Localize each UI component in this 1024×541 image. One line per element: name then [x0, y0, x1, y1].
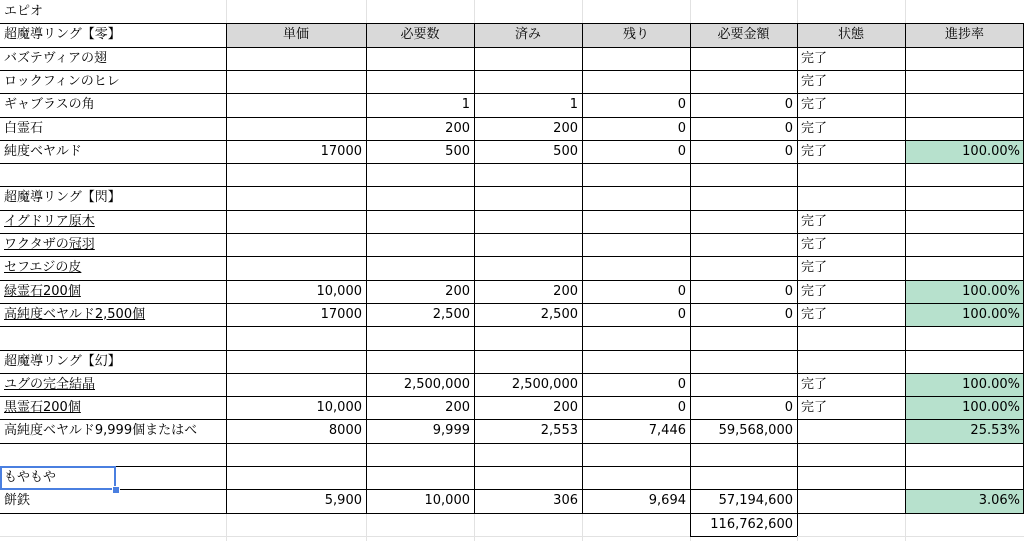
item-name-cell[interactable]: 白霊石 — [4, 120, 44, 136]
value-cell-price[interactable]: 5,900 — [324, 493, 362, 509]
item-name-cell[interactable]: ワクタザの冠羽 — [4, 237, 95, 252]
value-cell-cost[interactable]: 0 — [784, 143, 793, 159]
table-border-horizontal — [0, 489, 1024, 490]
table-border-vertical — [905, 23, 906, 512]
value-cell-need[interactable] — [366, 47, 474, 70]
column-header-cell[interactable]: 単価 — [226, 23, 366, 46]
value-cell-done[interactable]: 200 — [553, 283, 578, 299]
value-cell-progress[interactable] — [905, 93, 1024, 116]
value-cell-cost[interactable]: 0 — [784, 120, 793, 136]
table-border-horizontal — [0, 233, 1024, 234]
item-name-cell[interactable]: イグドリア原木 — [4, 213, 95, 229]
value-cell-status[interactable]: 完了 — [801, 237, 828, 252]
gridline-horizontal — [0, 536, 1024, 537]
value-cell-done[interactable]: 2,500,000 — [511, 376, 578, 392]
table-border-horizontal — [0, 47, 1024, 48]
value-cell-progress[interactable] — [905, 233, 1024, 256]
sheet-title-cell[interactable]: エピオ — [4, 4, 44, 19]
value-cell-need[interactable]: 9,999 — [432, 423, 470, 439]
value-cell-progress[interactable]: 3.06% — [905, 489, 1024, 512]
value-cell-price[interactable]: 17000 — [320, 143, 362, 159]
table-border-horizontal — [0, 186, 1024, 187]
table-border-horizontal — [0, 210, 1024, 211]
value-cell-cost[interactable]: 0 — [784, 283, 793, 299]
column-header-cell[interactable]: 進捗率 — [905, 23, 1024, 46]
value-cell-cost[interactable]: 0 — [784, 400, 793, 416]
table-border-horizontal — [0, 443, 1024, 444]
value-cell-rest[interactable]: 0 — [677, 400, 686, 416]
value-cell-status[interactable]: 完了 — [801, 260, 828, 276]
value-cell-progress[interactable]: 100.00% — [905, 396, 1024, 419]
value-cell-cost[interactable] — [690, 70, 797, 93]
value-cell-need[interactable]: 200 — [445, 400, 470, 416]
value-cell-status[interactable]: 完了 — [801, 400, 828, 416]
value-cell-need[interactable]: 1 — [461, 97, 470, 113]
value-cell-need[interactable]: 500 — [445, 143, 470, 159]
value-cell-progress[interactable] — [905, 70, 1024, 93]
value-cell-progress[interactable] — [905, 210, 1024, 233]
value-cell-rest[interactable] — [582, 233, 690, 256]
value-cell-progress[interactable]: 100.00% — [905, 303, 1024, 326]
value-cell-status[interactable]: 完了 — [801, 376, 828, 392]
value-cell-status[interactable]: 完了 — [801, 120, 828, 136]
value-cell-rest[interactable]: 0 — [677, 283, 686, 299]
value-cell-progress[interactable]: 100.00% — [905, 140, 1024, 163]
value-cell-progress[interactable] — [905, 47, 1024, 70]
value-cell-rest[interactable]: 7,446 — [648, 423, 686, 439]
column-header-cell[interactable]: 必要数 — [366, 23, 474, 46]
value-cell-progress[interactable]: 100.00% — [905, 280, 1024, 303]
value-cell-price[interactable] — [226, 93, 366, 116]
value-cell-done[interactable] — [474, 233, 582, 256]
value-cell-rest[interactable]: 0 — [677, 306, 686, 322]
table-border-horizontal — [0, 117, 1024, 118]
item-name-cell[interactable]: 黒霊石200個 — [4, 400, 81, 416]
table-border-horizontal — [0, 419, 1024, 420]
table-border-vertical — [582, 23, 583, 512]
value-cell-done[interactable]: 2,553 — [540, 423, 578, 439]
item-name-cell[interactable]: 高純度ベヤルド9,999個またはベ — [4, 423, 198, 439]
value-cell-price[interactable] — [226, 47, 366, 70]
table-border-horizontal — [0, 70, 1024, 71]
value-cell-status[interactable]: 完了 — [801, 50, 828, 66]
total-border — [797, 513, 798, 536]
selected-cell-highlight — [0, 466, 116, 490]
selection-fill-handle[interactable] — [112, 486, 120, 494]
value-cell-rest[interactable] — [582, 70, 690, 93]
value-cell-cost[interactable] — [690, 233, 797, 256]
table-border-horizontal — [0, 303, 1024, 304]
column-header-cell[interactable]: 済み — [474, 23, 582, 46]
item-name-cell[interactable]: 高純度ベヤルド2,500個 — [4, 306, 146, 322]
table-border-horizontal — [0, 350, 1024, 351]
item-name-cell[interactable]: 餅鉄 — [4, 493, 31, 509]
value-cell-cost[interactable] — [690, 373, 797, 396]
value-cell-rest[interactable]: 0 — [677, 143, 686, 159]
section-label-cell[interactable]: 超魔導リング【零】 — [4, 27, 121, 43]
value-cell-cost[interactable]: 0 — [784, 97, 793, 113]
value-cell-need[interactable]: 2,500,000 — [403, 376, 470, 392]
value-cell-price[interactable] — [226, 210, 366, 233]
table-border-horizontal — [0, 513, 1024, 514]
value-cell-rest[interactable]: 9,694 — [648, 493, 686, 509]
value-cell-need[interactable] — [366, 256, 474, 279]
value-cell-progress[interactable]: 25.53% — [905, 419, 1024, 442]
value-cell-need[interactable] — [366, 233, 474, 256]
item-name-cell[interactable]: ユグの完全結晶 — [4, 376, 96, 392]
table-border-vertical — [226, 23, 227, 512]
item-name-cell[interactable]: ギャブラスの角 — [4, 97, 95, 113]
value-cell-done[interactable]: 200 — [553, 120, 578, 136]
value-cell-status[interactable]: 完了 — [801, 97, 828, 113]
value-cell-need[interactable]: 200 — [445, 283, 470, 299]
value-cell-done[interactable]: 200 — [553, 400, 578, 416]
table-border-horizontal — [0, 373, 1024, 374]
value-cell-need[interactable] — [366, 70, 474, 93]
item-name-cell[interactable]: 純度ベヤルド — [4, 143, 82, 159]
total-border — [690, 536, 797, 537]
value-cell-rest[interactable]: 0 — [677, 120, 686, 136]
value-cell-progress[interactable] — [905, 256, 1024, 279]
value-cell-progress[interactable] — [905, 117, 1024, 140]
table-border-horizontal — [0, 163, 1024, 164]
column-header-cell[interactable]: 状態 — [797, 23, 905, 46]
total-border — [690, 513, 691, 536]
value-cell-price[interactable] — [226, 117, 366, 140]
value-cell-need[interactable]: 2,500 — [432, 306, 470, 322]
item-name-cell[interactable]: ロックフィンのヒレ — [4, 73, 120, 89]
value-cell-price[interactable] — [226, 373, 366, 396]
table-border-horizontal — [0, 93, 1024, 94]
item-name-cell[interactable]: 緑霊石200個 — [4, 283, 81, 299]
item-name-cell[interactable]: バズテヴィアの翅 — [4, 50, 107, 66]
moyamoya-label-cell[interactable]: もやもや — [4, 470, 57, 485]
value-cell-done[interactable]: 500 — [553, 143, 578, 159]
value-cell-cost[interactable] — [690, 256, 797, 279]
table-border-horizontal — [0, 23, 1024, 24]
value-cell-rest[interactable] — [582, 47, 690, 70]
table-border-horizontal — [0, 466, 1024, 467]
value-cell-price[interactable]: 10,000 — [316, 400, 362, 416]
value-cell-cost[interactable] — [690, 47, 797, 70]
value-cell-done[interactable] — [474, 70, 582, 93]
table-border-horizontal — [0, 256, 1024, 257]
value-cell-done[interactable] — [474, 256, 582, 279]
value-cell-price[interactable]: 8000 — [328, 423, 362, 439]
value-cell-rest[interactable] — [582, 256, 690, 279]
value-cell-done[interactable] — [474, 210, 582, 233]
total-cost-cell[interactable]: 116,762,600 — [710, 516, 793, 532]
value-cell-cost[interactable]: 57,194,600 — [718, 493, 793, 509]
value-cell-done[interactable] — [474, 47, 582, 70]
value-cell-rest[interactable] — [582, 210, 690, 233]
item-name-cell[interactable]: セフエジの皮 — [4, 260, 82, 276]
value-cell-status[interactable] — [797, 489, 905, 512]
value-cell-status[interactable]: 完了 — [801, 213, 828, 229]
value-cell-status[interactable]: 完了 — [801, 306, 828, 322]
value-cell-price[interactable] — [226, 233, 366, 256]
column-header-cell[interactable]: 残り — [582, 23, 690, 46]
table-border-horizontal — [0, 326, 1024, 327]
value-cell-price[interactable] — [226, 256, 366, 279]
value-cell-rest[interactable]: 0 — [677, 376, 686, 392]
value-cell-rest[interactable]: 0 — [677, 97, 686, 113]
table-border-vertical — [797, 23, 798, 512]
value-cell-done[interactable]: 306 — [553, 493, 578, 509]
value-cell-status[interactable]: 完了 — [801, 143, 828, 159]
value-cell-status[interactable]: 完了 — [801, 73, 828, 89]
column-header-cell[interactable]: 必要金額 — [690, 23, 797, 46]
value-cell-price[interactable]: 17000 — [320, 306, 362, 322]
table-border-horizontal — [0, 140, 1024, 141]
value-cell-status[interactable] — [797, 419, 905, 442]
value-cell-need[interactable] — [366, 210, 474, 233]
value-cell-cost[interactable]: 59,568,000 — [718, 423, 793, 439]
value-cell-need[interactable]: 10,000 — [424, 493, 470, 509]
value-cell-done[interactable]: 1 — [569, 97, 578, 113]
section-label-cell[interactable]: 超魔導リング【幻】 — [4, 353, 121, 369]
table-border-horizontal — [0, 396, 1024, 397]
value-cell-need[interactable]: 200 — [445, 120, 470, 136]
value-cell-cost[interactable] — [690, 210, 797, 233]
table-border-horizontal — [0, 280, 1024, 281]
value-cell-cost[interactable]: 0 — [784, 306, 793, 322]
value-cell-price[interactable]: 10,000 — [316, 283, 362, 299]
table-border-vertical — [474, 23, 475, 512]
table-border-vertical — [366, 23, 367, 512]
value-cell-status[interactable]: 完了 — [801, 283, 828, 299]
value-cell-progress[interactable]: 100.00% — [905, 373, 1024, 396]
section-label-cell[interactable]: 超魔導リング【閃】 — [4, 190, 121, 206]
table-border-vertical — [690, 23, 691, 512]
value-cell-price[interactable] — [226, 70, 366, 93]
value-cell-done[interactable]: 2,500 — [540, 306, 578, 322]
